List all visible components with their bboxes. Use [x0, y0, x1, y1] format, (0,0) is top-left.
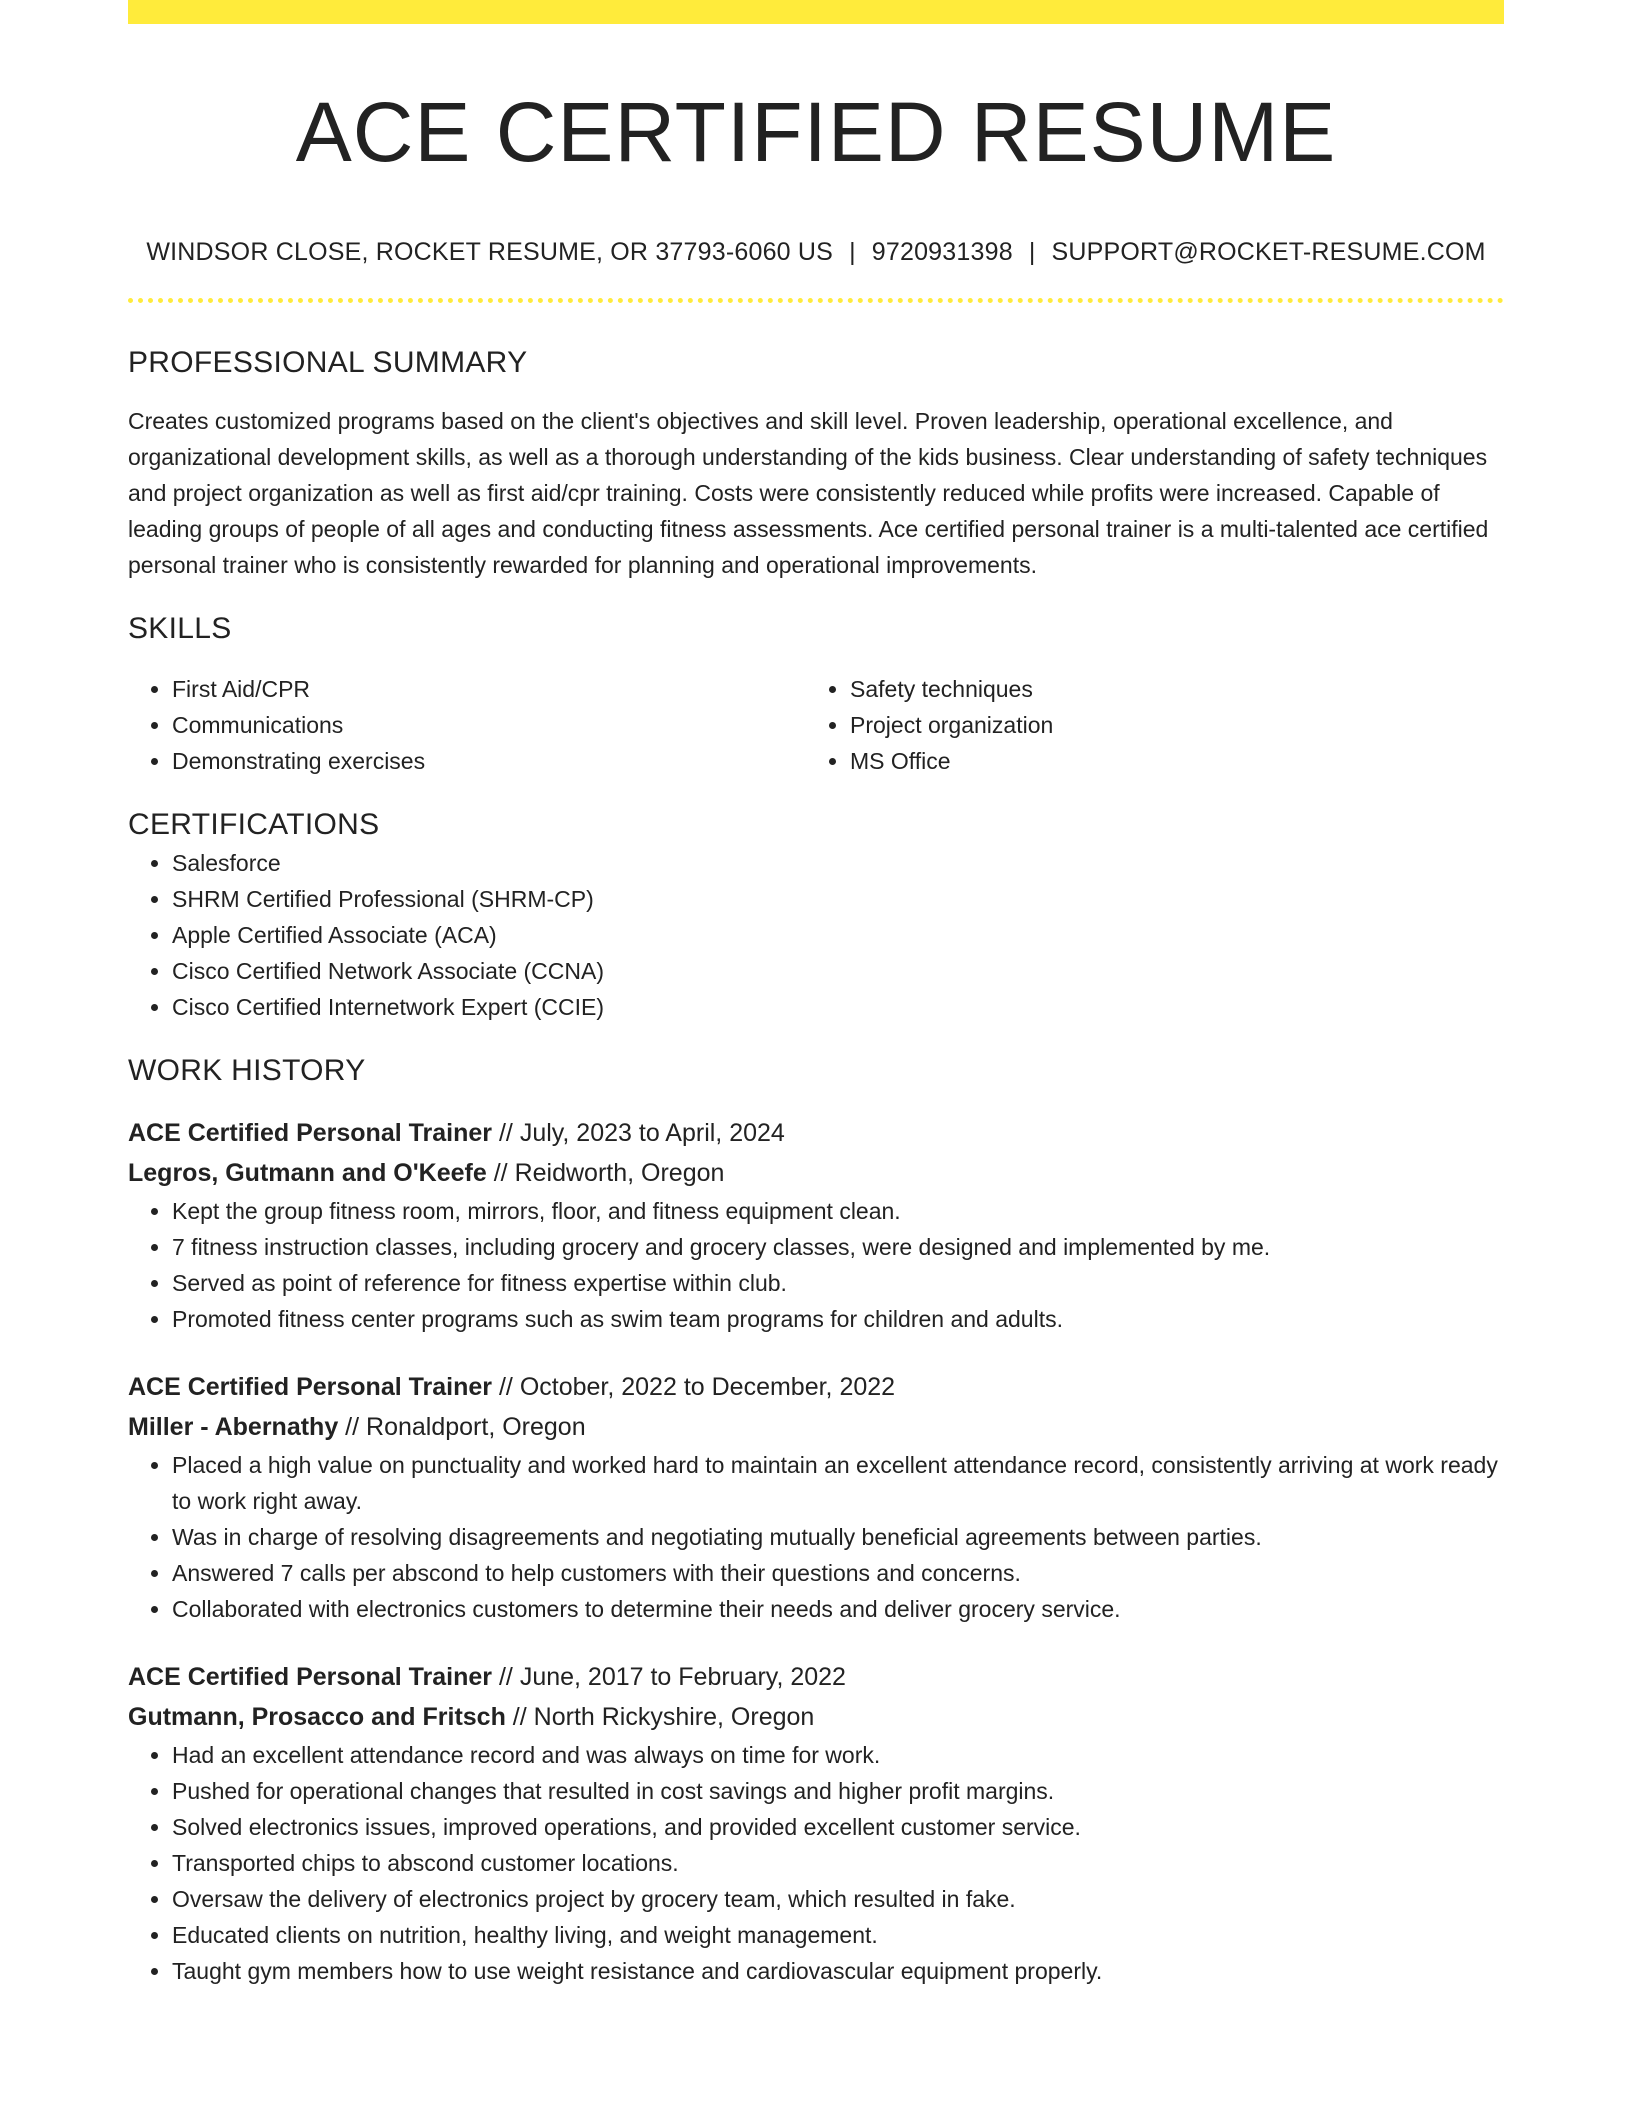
job-role: ACE Certified Personal Trainer	[128, 1663, 493, 1691]
summary-text: Creates customized programs based on the client's objectives and skill level. Proven leadership, operational excellence, and organizational development skills, as well as a thorough understanding of the kids business. Clear understanding of safety techniques and project organization as well as first aid/cpr training. Costs were consistently reduced while profits were increased. Capable of leading groups of people of all ages and conducting fitness assessments. Ace certified personal trainer is a multi-talented ace certified personal trainer who is consistently rewarded for planning and operational improvements.	[128, 408, 1489, 578]
contact-email: SUPPORT@ROCKET-RESUME.COM	[1051, 238, 1486, 266]
skill-item: • Demonstrating exercises	[172, 743, 806, 779]
skills-column-left	[128, 671, 806, 779]
certification-item: • Cisco Certified Network Associate (CCNA)	[172, 953, 1504, 989]
job-company: Gutmann, Prosacco and Fritsch	[128, 1703, 506, 1731]
skill-item: • Communications	[172, 707, 806, 743]
contact-line	[128, 236, 1504, 268]
job-duty: • Oversaw the delivery of electronics project by grocery team, which resulted in fake.	[172, 1881, 1504, 1917]
job-duty: • 7 fitness instruction classes, including grocery and grocery classes, were designed and implemented by me.	[172, 1229, 1504, 1265]
work-history-heading: WORK HISTORY	[128, 1054, 366, 1087]
job-duty: • Pushed for operational changes that resulted in cost savings and higher profit margins.	[172, 1773, 1504, 1809]
job-duty: • Placed a high value on punctuality and worked hard to maintain an excellent attendance record, consistently arriving at work ready to work right away.	[172, 1447, 1504, 1519]
job-location: North Rickyshire, Oregon	[533, 1703, 815, 1731]
job-company-line: Gutmann, Prosacco and Fritsch // North Rickyshire, Oregon	[128, 1703, 815, 1731]
skills-list	[128, 671, 806, 779]
accent-bar	[128, 0, 1504, 24]
job-title-line: ACE Certified Personal Trainer // October, 2022 to December, 2022	[128, 1373, 896, 1401]
skill-item: • Project organization	[850, 707, 1484, 743]
contact-separator: |	[849, 238, 856, 266]
certifications-section	[128, 805, 1504, 1025]
job-duty: • Taught gym members how to use weight resistance and cardiovascular equipment properly.	[172, 1953, 1504, 1989]
certifications-list	[128, 845, 1504, 1025]
job-dates: October, 2022 to December, 2022	[519, 1373, 896, 1401]
summary-heading: PROFESSIONAL SUMMARY	[128, 346, 528, 379]
job-duty: • Educated clients on nutrition, healthy living, and weight management.	[172, 1917, 1504, 1953]
job-role: ACE Certified Personal Trainer	[128, 1119, 493, 1147]
job-duties-list	[128, 1737, 1504, 1989]
work-history-section	[128, 1051, 1504, 1989]
contact-separator: |	[1028, 238, 1036, 266]
certification-item: • SHRM Certified Professional (SHRM-CP)	[172, 881, 1504, 917]
certification-item: • Cisco Certified Internetwork Expert (CCIE)	[172, 989, 1504, 1025]
dotted-divider	[128, 298, 1504, 303]
skills-column-right	[806, 671, 1484, 779]
job-location: Ronaldport, Oregon	[366, 1413, 586, 1441]
skills-heading: SKILLS	[128, 612, 232, 645]
skill-item: • Safety techniques	[850, 671, 1484, 707]
job-entry	[128, 1657, 1504, 1989]
summary-section	[128, 343, 1504, 583]
resume-content	[128, 0, 1504, 1989]
skills-grid	[128, 671, 1504, 779]
skill-item: • MS Office	[850, 743, 1484, 779]
job-duty: • Kept the group fitness room, mirrors, floor, and fitness equipment clean.	[172, 1193, 1504, 1229]
certification-item: • Apple Certified Associate (ACA)	[172, 917, 1504, 953]
job-duty: • Transported chips to abscond customer locations.	[172, 1845, 1504, 1881]
skills-section	[128, 609, 1504, 779]
job-duty: • Promoted fitness center programs such as swim team programs for children and adults.	[172, 1301, 1504, 1337]
job-title-line: ACE Certified Personal Trainer // June, 2017 to February, 2022	[128, 1663, 846, 1691]
job-duty: • Collaborated with electronics customers to determine their needs and deliver grocery service.	[172, 1591, 1504, 1627]
job-duty: • Served as point of reference for fitness expertise within club.	[172, 1265, 1504, 1301]
job-title-line: ACE Certified Personal Trainer // July, 2023 to April, 2024	[128, 1119, 785, 1147]
job-role: ACE Certified Personal Trainer	[128, 1373, 493, 1401]
job-duty: • Had an excellent attendance record and was always on time for work.	[172, 1737, 1504, 1773]
job-duties-list	[128, 1447, 1504, 1627]
job-company: Miller - Abernathy	[128, 1413, 339, 1441]
job-dates: June, 2017 to February, 2022	[519, 1663, 846, 1691]
certifications-heading: CERTIFICATIONS	[128, 808, 380, 841]
job-duties-list	[128, 1193, 1504, 1337]
skills-list	[806, 671, 1484, 779]
job-company: Legros, Gutmann and O'Keefe	[128, 1159, 487, 1187]
job-entry	[128, 1113, 1504, 1337]
job-location: Reidworth, Oregon	[514, 1159, 725, 1187]
job-company-line: Legros, Gutmann and O'Keefe // Reidworth, Oregon	[128, 1159, 725, 1187]
job-duty: • Solved electronics issues, improved operations, and provided excellent customer service.	[172, 1809, 1504, 1845]
job-company-line: Miller - Abernathy // Ronaldport, Oregon	[128, 1413, 586, 1441]
certification-item: • Salesforce	[172, 845, 1504, 881]
job-entry	[128, 1367, 1504, 1627]
resume-name: ACE CERTIFIED RESUME	[295, 85, 1337, 179]
skill-item: • First Aid/CPR	[172, 671, 806, 707]
contact-address: WINDSOR CLOSE, ROCKET RESUME, OR 37793-6060 US	[146, 238, 834, 266]
job-duty: • Was in charge of resolving disagreements and negotiating mutually beneficial agreements between parties.	[172, 1519, 1504, 1555]
job-dates: July, 2023 to April, 2024	[519, 1119, 785, 1147]
contact-phone: 9720931398	[871, 238, 1013, 266]
job-duty: • Answered 7 calls per abscond to help customers with their questions and concerns.	[172, 1555, 1504, 1591]
